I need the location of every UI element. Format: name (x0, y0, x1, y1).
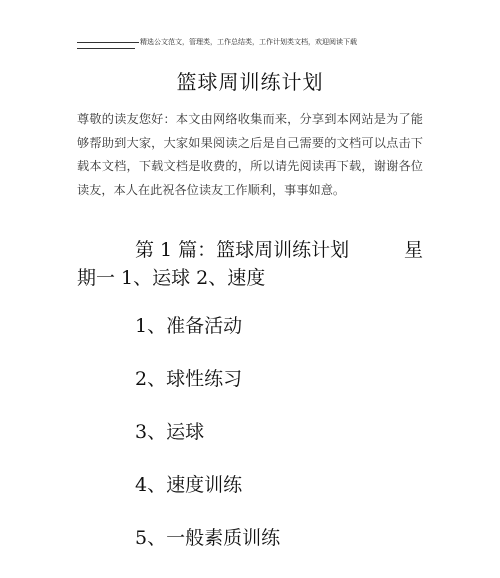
header-rule (77, 42, 139, 43)
chapter-heading: 第 1 篇：篮球周训练计划 (135, 239, 350, 261)
page-header (77, 37, 397, 47)
chapter-subline: 期一 1、运球 2、速度 (77, 267, 266, 289)
chapter-heading-tail: 星 (403, 239, 423, 261)
training-item: 4、速度训练 (135, 474, 243, 496)
chapter-heading-line (77, 236, 423, 264)
header-rule-lower (77, 48, 135, 49)
header-text: 精选公文范文，管理类，工作总结类，工作计划类文档，欢迎阅读下载 (140, 38, 357, 46)
training-item: 2、球性练习 (135, 368, 243, 390)
training-item: 1、准备活动 (135, 315, 243, 337)
training-item: 3、运球 (135, 421, 205, 443)
training-item: 5、一般素质训练 (135, 527, 281, 549)
chapter-heading-block (77, 236, 423, 292)
reader-notice: 尊敬的读友您好：本文由网络收集而来，分享到本网站是为了能够帮助到大家，大家如果阅读之后是自己需要的文档可以点击下载本文档，下载文档是收费的，所以请先阅读再下载，谢谢各位读友，本人在此祝各位读友工作顺利，事事如意。 (77, 112, 423, 197)
document-title: 篮球周训练计划 (176, 70, 324, 94)
training-item-list (135, 313, 455, 578)
